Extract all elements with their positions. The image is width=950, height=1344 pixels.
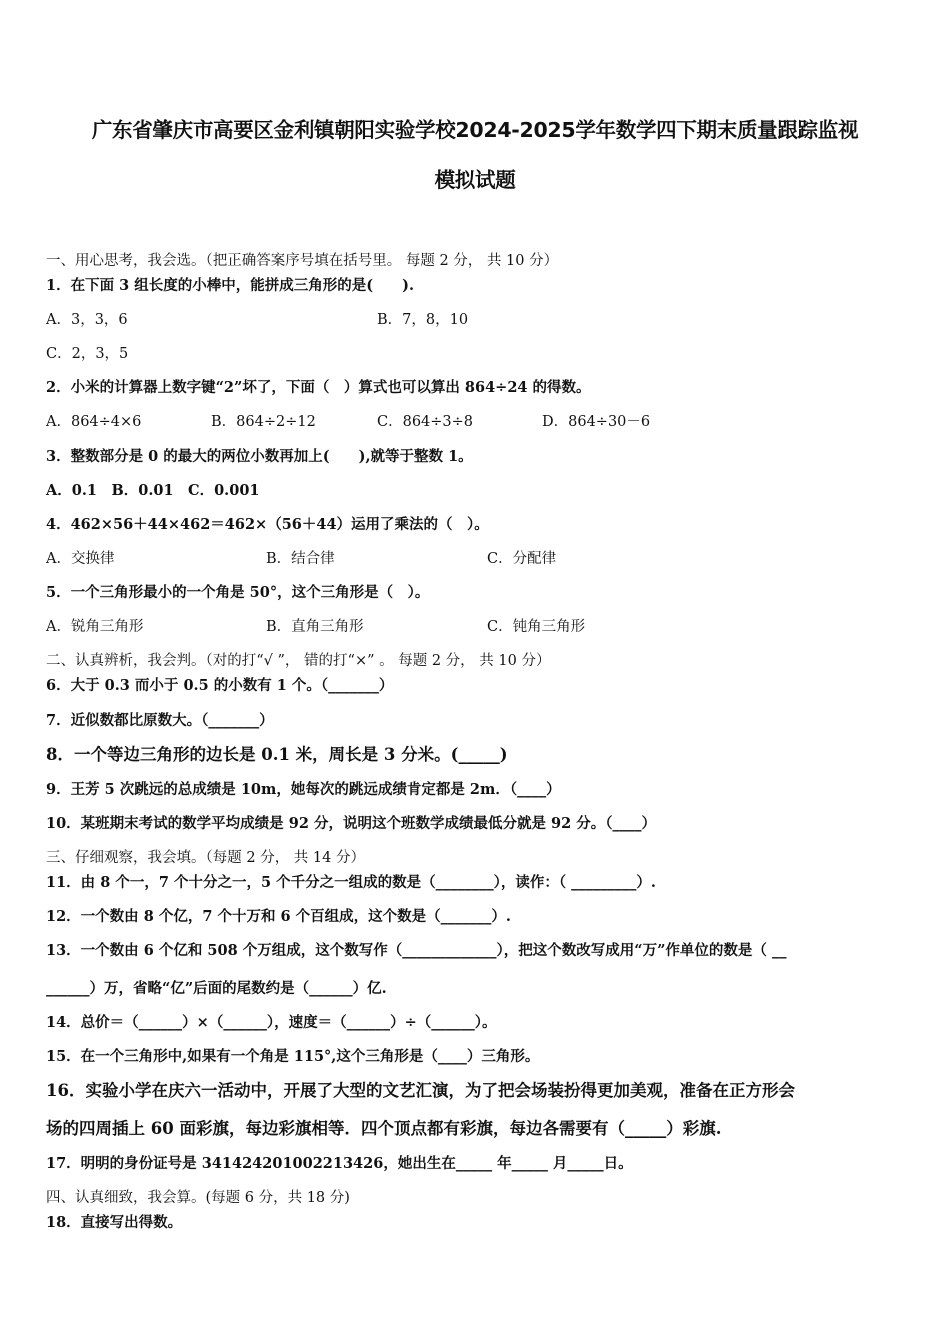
section-4-heading: 四、认真细致，我会算。(每题 6 分，共 18 分) [46,1190,350,1206]
section-3-heading: 三、仔细观察，我会填。（每题 2 分， 共 14 分） [46,850,365,866]
q5-option-b: B．直角三角形 [266,619,364,635]
q2-option-b: B．864÷2÷12 [211,414,316,430]
q2-option-a: A．864÷4×6 [46,414,142,430]
q5-option-a: A．锐角三角形 [46,619,144,635]
exam-title-line2: 模拟试题 [434,168,516,192]
q5-option-c: C．钝角三角形 [487,619,586,635]
question-16-line1: 16．实验小学在庆六一活动中，开展了大型的文艺汇演，为了把会场装扮得更加美观，准备在正方形会 [46,1081,795,1100]
question-13-line1: 13．一个数由 6 个亿和 508 个万组成，这个数写作（_____________），把这个数改写成用“万”作单位的数是（ __ [46,942,787,959]
question-14: 14．总价＝（______）×（______），速度＝（______）÷（______）。 [46,1014,497,1031]
question-18: 18．直接写出得数。 [46,1214,183,1231]
question-11: 11．由 8 个一，7 个十分之一，5 个千分之一组成的数是（________），读作：（ _________）. [46,874,656,891]
q1-option-b: B．7，8，10 [377,312,469,328]
question-10: 10．某班期末考试的数学平均成绩是 92 分，说明这个班数学成绩最低分就是 92 分。（____） [46,815,656,832]
q2-option-c: C．864÷3÷8 [377,414,474,430]
q1-option-a: A．3，3，6 [46,312,128,328]
q2-option-d: D．864÷30－6 [542,414,651,430]
q1-option-c: C．2，3，5 [46,346,129,362]
section-2-heading: 二、认真辨析，我会判。（对的打“√ ”， 错的打“×” 。 每题 2 分， 共 10 分） [46,653,551,669]
q4-option-b: B．结合律 [266,551,335,567]
question-2: 2．小米的计算器上数字键“2”坏了，下面（ ）算式也可以算出 864÷24 的得数。 [46,379,591,396]
question-6: 6．大于 0.3 而小于 0.5 的小数有 1 个。（_______） [46,677,394,694]
question-4: 4．462×56＋44×462＝462×（56＋44）运用了乘法的（ ）。 [46,516,489,533]
question-8: 8．一个等边三角形的边长是 0.1 米，周长是 3 分米。(_____) [46,745,508,764]
question-16-line2: 场的四周插上 60 面彩旗，每边彩旗相等．四个顶点都有彩旗，每边各需要有（_____）彩旗. [46,1119,722,1138]
question-1: 1．在下面 3 组长度的小棒中，能拼成三角形的是( ). [46,277,415,294]
question-12: 12．一个数由 8 个亿，7 个十万和 6 个百组成，这个数是（_______）. [46,908,511,925]
question-17: 17．明明的身份证号是 341424201002213426，她出生在_____ 年_____ 月_____日。 [46,1155,633,1172]
question-13-line2: ______）万，省略“亿”后面的尾数约是（______）亿. [46,980,387,997]
exam-title-line1: 广东省肇庆市高要区金利镇朝阳实验学校2024-2025学年数学四下期末质量跟踪监视 [91,118,859,142]
question-3: 3．整数部分是 0 的最大的两位小数再加上( ),就等于整数 1。 [46,448,473,465]
question-7: 7．近似数都比原数大。（_______） [46,712,274,729]
q4-option-c: C．分配律 [487,551,557,567]
section-1-heading: 一、用心思考，我会选。（把正确答案序号填在括号里。 每题 2 分， 共 10 分） [46,253,559,269]
q4-option-a: A．交换律 [46,551,115,567]
question-15: 15．在一个三角形中,如果有一个角是 115°,这个三角形是（____）三角形。 [46,1048,540,1065]
question-5: 5．一个三角形最小的一个角是 50°，这个三角形是（ ）。 [46,584,430,601]
question-9: 9．王芳 5 次跳远的总成绩是 10m，她每次的跳远成绩肯定都是 2m．（____） [46,781,561,798]
q3-options: A．0.1 B．0.01 C．0.001 [46,482,260,499]
